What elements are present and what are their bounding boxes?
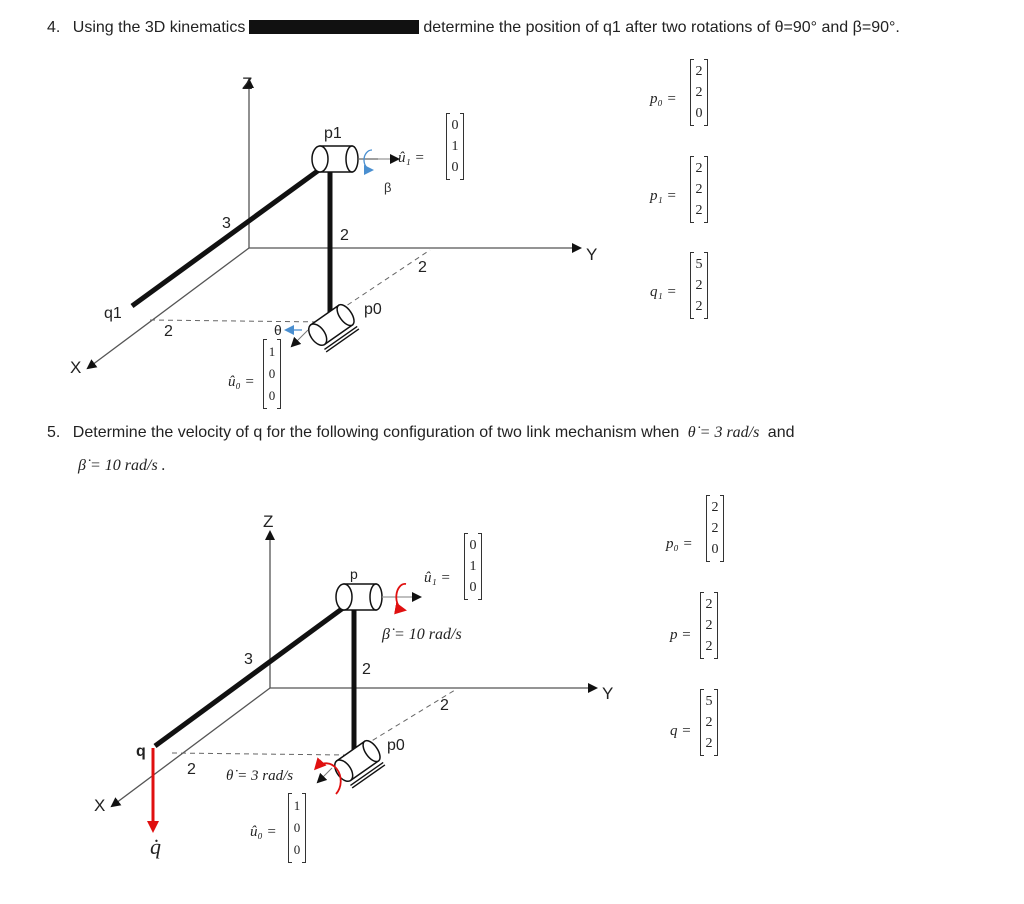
vector-entry: 1 — [293, 798, 301, 813]
theta-label: θ — [274, 322, 282, 338]
vector-entry: 5 — [705, 694, 713, 709]
q-vector-label: q = — [670, 723, 692, 739]
p0-label: p0 — [364, 301, 382, 318]
vector-entry: 0 — [469, 538, 477, 553]
problem-4-text-start: Using the 3D kinematics — [72, 19, 246, 36]
x-label: X — [70, 358, 82, 377]
z-label: Z — [263, 512, 274, 531]
length-3-label: 3 — [222, 215, 231, 232]
vector-entry: 2 — [695, 64, 703, 79]
dashed-line — [340, 250, 430, 310]
p0-vector-label: p₀ = — [650, 91, 677, 107]
length-2-label: 2 — [164, 323, 173, 340]
joint-p — [336, 584, 420, 610]
vector-entry: 2 — [695, 182, 703, 197]
vector-entry: 2 — [695, 278, 703, 293]
vector-entry: 2 — [695, 161, 703, 176]
vector-entry: 2 — [711, 521, 719, 536]
length-2-label: 2 — [187, 761, 196, 778]
vector-entry: 1 — [469, 559, 477, 574]
u0-label: û₀ = — [228, 374, 255, 390]
y-label: Y — [602, 684, 614, 703]
u0-label: û₀ = — [250, 824, 277, 840]
problem-5-statement — [47, 423, 795, 443]
p0-label: p0 — [387, 737, 405, 754]
z-label: Z — [242, 74, 253, 93]
p-vector-label: p = — [670, 627, 692, 643]
vector-entry: 1 — [268, 344, 276, 359]
length-3-label: 3 — [244, 651, 253, 668]
vector-entry: 2 — [695, 299, 703, 314]
p0-vector-label: p₀ = — [666, 536, 693, 552]
joint-p0 — [305, 302, 361, 354]
dashed-line — [172, 753, 345, 755]
problem-4-text-end: determine the position of q1 after two rotations of θ=90° and β=90°. — [423, 19, 900, 36]
p-vector — [700, 593, 718, 658]
vector-entry: 2 — [711, 500, 719, 515]
u0-vector — [288, 794, 306, 862]
u1-label: û₁ = — [398, 150, 425, 166]
q-vector — [700, 690, 718, 755]
vector-entry: 5 — [695, 257, 703, 272]
q-dot-label: q̇ — [150, 834, 161, 859]
rotation-arc — [318, 768, 332, 782]
vector-entry: 0 — [293, 820, 301, 835]
theta-dot-arrow — [316, 763, 341, 794]
p1-vector — [690, 157, 708, 222]
u1-vector — [446, 114, 464, 179]
vector-entry: 0 — [451, 118, 459, 133]
theta-dot-label: θ̇ = 3 rad/s — [226, 768, 294, 784]
p0-vector — [690, 60, 708, 125]
vector-entry: 2 — [705, 618, 713, 633]
vector-entry: 0 — [268, 366, 276, 381]
vector-entry: 2 — [695, 203, 703, 218]
u0-vector — [263, 340, 281, 408]
q1-label: q1 — [104, 305, 122, 322]
rotation-arc — [292, 330, 308, 346]
vector-entry: 2 — [705, 736, 713, 751]
q1-vector-label: q₁ = — [650, 284, 677, 300]
vector-entry: 0 — [451, 160, 459, 175]
x-label: X — [94, 796, 106, 815]
vector-entry: 2 — [705, 639, 713, 654]
q1-vector — [690, 253, 708, 318]
theta-dot-value: θ̇ = 3 rad/s — [687, 424, 760, 441]
vector-entry: 1 — [451, 139, 459, 154]
vector-entry: 0 — [293, 842, 301, 857]
link-diagonal — [155, 600, 354, 746]
u1-vector — [464, 534, 482, 599]
vector-entry: 0 — [268, 388, 276, 403]
p-label: p — [350, 566, 358, 582]
length-2-label: 2 — [340, 227, 349, 244]
y-label: Y — [586, 245, 598, 264]
u1-label: û₁ = — [424, 570, 451, 586]
p1-label: p1 — [324, 125, 342, 142]
vector-entry: 0 — [469, 580, 477, 595]
vector-entry: 2 — [695, 85, 703, 100]
vector-entry: 2 — [705, 715, 713, 730]
link-diagonal — [132, 162, 330, 306]
beta-label: β — [384, 180, 392, 195]
beta-dot-value: β̇ = 10 rad/s . — [78, 457, 166, 474]
problem-5-text: Determine the velocity of q for the following configuration of two link mechanism when — [72, 424, 680, 441]
joint-p0 — [331, 738, 387, 790]
q-label: q — [136, 743, 146, 760]
vector-entry: 2 — [705, 597, 713, 612]
dashed-line — [150, 320, 325, 322]
and-text: and — [767, 424, 795, 441]
vector-entry: 0 — [695, 106, 703, 121]
length-2-label: 2 — [362, 661, 371, 678]
p1-vector-label: p₁ = — [650, 188, 677, 204]
p0-vector — [706, 496, 724, 561]
joint-p1 — [312, 146, 398, 172]
problem-5-number: 5. — [47, 424, 61, 441]
problem-4-number: 4. — [47, 19, 61, 36]
length-2-label: 2 — [418, 259, 427, 276]
beta-dot-label: β̇ = 10 rad/s — [382, 626, 462, 643]
vector-entry: 0 — [711, 542, 719, 557]
length-2-label: 2 — [440, 697, 449, 714]
